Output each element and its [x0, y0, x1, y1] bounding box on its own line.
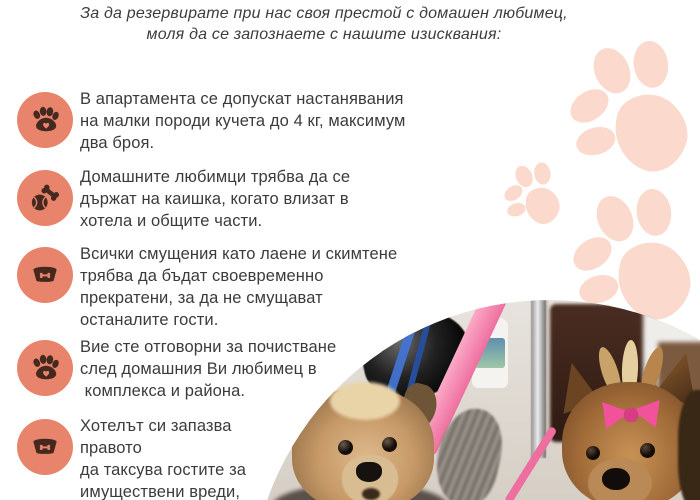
- paw-heart-icon: [27, 350, 63, 386]
- rule-line: два броя.: [80, 134, 155, 152]
- left-dog-crown-fur: [330, 382, 400, 420]
- title-line-1: За да резервирате при нас своя престой с домашен любимец,: [80, 5, 568, 22]
- rule-line: останалите гости.: [80, 311, 219, 329]
- right-dog-eye-right: [640, 443, 655, 458]
- rule-item-5: [17, 415, 246, 500]
- rule-line: правото: [80, 439, 142, 457]
- left-dog-eye-left: [338, 440, 353, 455]
- rule-item-4: [17, 336, 336, 402]
- large-paw-print-top-right-icon: [563, 40, 699, 180]
- rule-line: Всички смущения като лаене и скимтене: [80, 245, 398, 263]
- dog-bowl-icon: [27, 257, 63, 293]
- rule-line: на малки породи кучета до 4 кг, максимум: [80, 112, 406, 130]
- right-dog-eye-left: [586, 446, 600, 460]
- rule-text: [80, 166, 350, 232]
- page-title: [0, 3, 648, 45]
- rule-text: [80, 243, 397, 331]
- rule-line: Вие сте отговорни за почистване: [80, 338, 337, 356]
- bone-and-ball-icon-badge: [17, 170, 73, 226]
- left-dog-eye-right: [382, 437, 397, 452]
- rule-line: трябва да бъдат своевременно: [80, 267, 324, 285]
- right-dog-nose: [602, 468, 630, 490]
- rule-item-3: [17, 243, 397, 331]
- rule-line: хотела и общите части.: [80, 212, 263, 230]
- right-edge-dark-fur: [678, 390, 700, 500]
- paw-heart-icon-badge: [17, 340, 73, 396]
- rule-line: Домашните любимци трябва да се: [80, 168, 351, 186]
- rule-line: имуществени вреди,: [80, 483, 241, 500]
- dog-bowl-icon: [27, 429, 63, 465]
- rule-line: да таксува гостите за: [80, 461, 247, 479]
- rule-line: прекратени, за да не смущават: [80, 289, 323, 307]
- rule-line: след домашния Ви любимец в: [80, 360, 317, 378]
- rule-text: [80, 415, 246, 500]
- paw-heart-icon-badge: [17, 92, 73, 148]
- title-line-2: моля да се запознаете с нашите изисквания:: [146, 26, 502, 43]
- left-dog-nose: [356, 462, 382, 482]
- rule-text: [80, 88, 405, 154]
- paw-heart-icon: [27, 102, 63, 138]
- rule-line: държат на каишка, когато влизат в: [80, 190, 349, 208]
- right-dog-bow-knot: [624, 408, 638, 422]
- dog-bowl-icon-badge: [17, 419, 73, 475]
- left-dog-mouth: [362, 488, 380, 500]
- dog-bowl-icon-badge: [17, 247, 73, 303]
- rule-line: комплекса и района.: [80, 382, 246, 400]
- bone-and-ball-icon: [27, 180, 63, 216]
- rule-item-1: [17, 88, 405, 154]
- small-paw-print-right-icon: [501, 162, 565, 228]
- rule-line: В апартамента се допускат настанявания: [80, 90, 404, 108]
- rule-item-2: [17, 166, 350, 232]
- rule-line: Хотелът си запазва: [80, 417, 232, 435]
